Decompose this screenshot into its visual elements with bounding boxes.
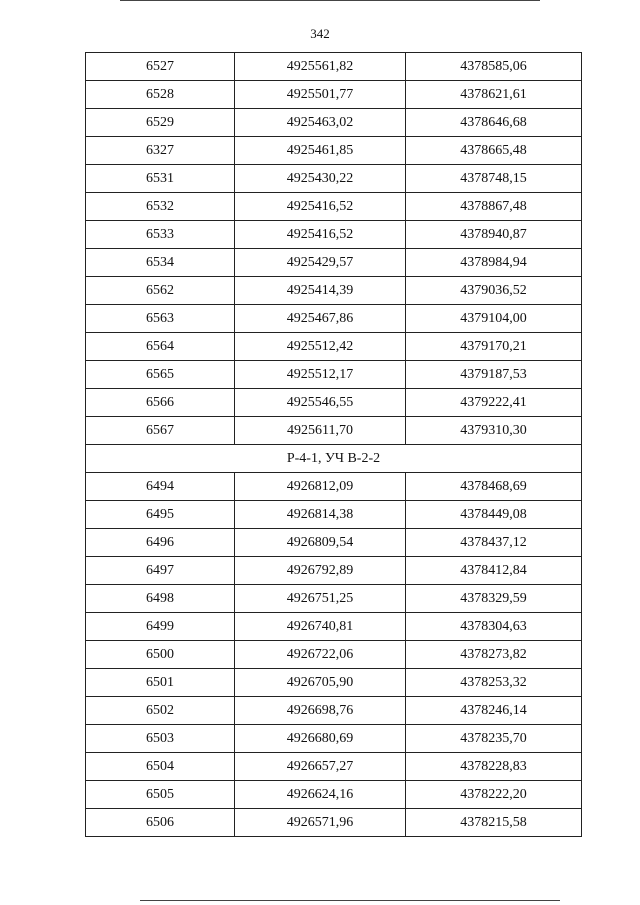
x-coordinate-cell: 4926812,09	[235, 473, 406, 501]
point-number-cell: 6500	[86, 641, 235, 669]
x-coordinate-cell: 4925463,02	[235, 109, 406, 137]
point-number-cell: 6566	[86, 389, 235, 417]
point-number-cell: 6327	[86, 137, 235, 165]
point-number-cell: 6503	[86, 725, 235, 753]
y-coordinate-cell: 4379036,52	[406, 277, 582, 305]
y-coordinate-cell: 4379187,53	[406, 361, 582, 389]
point-number-cell: 6562	[86, 277, 235, 305]
x-coordinate-cell: 4926740,81	[235, 613, 406, 641]
table-row	[86, 613, 582, 641]
table-row	[86, 277, 582, 305]
y-coordinate-cell: 4378940,87	[406, 221, 582, 249]
x-coordinate-cell: 4926792,89	[235, 557, 406, 585]
y-coordinate-cell: 4378867,48	[406, 193, 582, 221]
point-number-cell: 6494	[86, 473, 235, 501]
x-coordinate-cell: 4925501,77	[235, 81, 406, 109]
point-number-cell: 6499	[86, 613, 235, 641]
y-coordinate-cell: 4378235,70	[406, 725, 582, 753]
table-row	[86, 529, 582, 557]
table-row	[86, 557, 582, 585]
table-row	[86, 725, 582, 753]
x-coordinate-cell: 4926705,90	[235, 669, 406, 697]
point-number-cell: 6529	[86, 109, 235, 137]
y-coordinate-cell: 4378449,08	[406, 501, 582, 529]
point-number-cell: 6527	[86, 53, 235, 81]
y-coordinate-cell: 4378665,48	[406, 137, 582, 165]
table-row	[86, 221, 582, 249]
table-row	[86, 809, 582, 837]
table-row	[86, 165, 582, 193]
table-row	[86, 305, 582, 333]
point-number-cell: 6495	[86, 501, 235, 529]
x-coordinate-cell: 4925416,52	[235, 221, 406, 249]
section-body	[86, 445, 582, 473]
coordinates-table-body-top	[86, 53, 582, 445]
table-row	[86, 137, 582, 165]
x-coordinate-cell: 4925414,39	[235, 277, 406, 305]
y-coordinate-cell: 4378304,63	[406, 613, 582, 641]
table-row	[86, 585, 582, 613]
y-coordinate-cell: 4378329,59	[406, 585, 582, 613]
x-coordinate-cell: 4925429,57	[235, 249, 406, 277]
table-row	[86, 109, 582, 137]
y-coordinate-cell: 4378621,61	[406, 81, 582, 109]
table-row	[86, 193, 582, 221]
y-coordinate-cell: 4378215,58	[406, 809, 582, 837]
table-row	[86, 781, 582, 809]
x-coordinate-cell: 4926751,25	[235, 585, 406, 613]
point-number-cell: 6534	[86, 249, 235, 277]
table-row	[86, 81, 582, 109]
table-row	[86, 473, 582, 501]
point-number-cell: 6533	[86, 221, 235, 249]
x-coordinate-cell: 4926680,69	[235, 725, 406, 753]
point-number-cell: 6506	[86, 809, 235, 837]
y-coordinate-cell: 4378748,15	[406, 165, 582, 193]
table-row	[86, 361, 582, 389]
y-coordinate-cell: 4379222,41	[406, 389, 582, 417]
y-coordinate-cell: 4378246,14	[406, 697, 582, 725]
x-coordinate-cell: 4925561,82	[235, 53, 406, 81]
point-number-cell: 6565	[86, 361, 235, 389]
point-number-cell: 6496	[86, 529, 235, 557]
point-number-cell: 6498	[86, 585, 235, 613]
x-coordinate-cell: 4925611,70	[235, 417, 406, 445]
coordinates-table	[85, 52, 582, 837]
coordinates-table-body-bottom	[86, 473, 582, 837]
table-row	[86, 501, 582, 529]
x-coordinate-cell: 4925546,55	[235, 389, 406, 417]
point-number-cell: 6497	[86, 557, 235, 585]
page-number: 342	[310, 26, 330, 41]
x-coordinate-cell: 4925461,85	[235, 137, 406, 165]
point-number-cell: 6528	[86, 81, 235, 109]
x-coordinate-cell: 4926698,76	[235, 697, 406, 725]
section-title: Р-4-1, УЧ В-2-2	[86, 445, 582, 473]
top-rule	[120, 0, 540, 1]
y-coordinate-cell: 4378253,32	[406, 669, 582, 697]
x-coordinate-cell: 4925512,42	[235, 333, 406, 361]
table-row	[86, 753, 582, 781]
table-row	[86, 669, 582, 697]
y-coordinate-cell: 4378412,84	[406, 557, 582, 585]
y-coordinate-cell: 4378468,69	[406, 473, 582, 501]
point-number-cell: 6502	[86, 697, 235, 725]
x-coordinate-cell: 4925512,17	[235, 361, 406, 389]
point-number-cell: 6531	[86, 165, 235, 193]
table-row	[86, 249, 582, 277]
x-coordinate-cell: 4925430,22	[235, 165, 406, 193]
x-coordinate-cell: 4926571,96	[235, 809, 406, 837]
x-coordinate-cell: 4926814,38	[235, 501, 406, 529]
x-coordinate-cell: 4926624,16	[235, 781, 406, 809]
x-coordinate-cell: 4925416,52	[235, 193, 406, 221]
table-row	[86, 641, 582, 669]
table-row	[86, 697, 582, 725]
y-coordinate-cell: 4378222,20	[406, 781, 582, 809]
table-row	[86, 53, 582, 81]
x-coordinate-cell: 4926809,54	[235, 529, 406, 557]
table-row	[86, 389, 582, 417]
point-number-cell: 6504	[86, 753, 235, 781]
point-number-cell: 6567	[86, 417, 235, 445]
x-coordinate-cell: 4926722,06	[235, 641, 406, 669]
y-coordinate-cell: 4378228,83	[406, 753, 582, 781]
y-coordinate-cell: 4378273,82	[406, 641, 582, 669]
y-coordinate-cell: 4379170,21	[406, 333, 582, 361]
point-number-cell: 6532	[86, 193, 235, 221]
table-row	[86, 333, 582, 361]
y-coordinate-cell: 4378984,94	[406, 249, 582, 277]
point-number-cell: 6501	[86, 669, 235, 697]
y-coordinate-cell: 4378646,68	[406, 109, 582, 137]
y-coordinate-cell: 4378437,12	[406, 529, 582, 557]
point-number-cell: 6505	[86, 781, 235, 809]
point-number-cell: 6563	[86, 305, 235, 333]
y-coordinate-cell: 4379104,00	[406, 305, 582, 333]
y-coordinate-cell: 4379310,30	[406, 417, 582, 445]
section-header-row	[86, 445, 582, 473]
y-coordinate-cell: 4378585,06	[406, 53, 582, 81]
point-number-cell: 6564	[86, 333, 235, 361]
bottom-rule	[140, 900, 560, 901]
x-coordinate-cell: 4925467,86	[235, 305, 406, 333]
table-row	[86, 417, 582, 445]
x-coordinate-cell: 4926657,27	[235, 753, 406, 781]
